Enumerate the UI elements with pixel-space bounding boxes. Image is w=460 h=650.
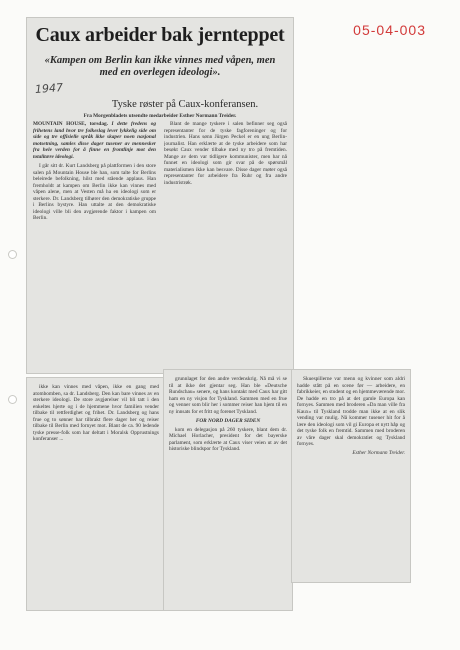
- dateline: MOUNTAIN HOUSE, torsdag.: [33, 121, 108, 127]
- subhead: Tyske røster på Caux-konferansen.: [111, 99, 259, 110]
- clipping-continuation-right: [292, 370, 410, 582]
- handwritten-year: 1947: [34, 81, 64, 96]
- punch-hole: [8, 250, 17, 259]
- clipping-continuation-center: [164, 370, 292, 610]
- body-paragraph: ikke kan vinnes med våpen, ikke en gang med atombomben, sa dr. Landsberg. Den kan bare vinnes av en sterkere ideologi. De store avgjørelser vil bli tatt i den enkeltes hjerte og i de hjemmene hvor familien vender tilbake til rettferdighet og frihet. Dr. Landsberg og hans frue og to sønner har tilbrakt flere dager her og reiser tilbake til Berlin med fornyet mot. Blant de ca. 90 ledende tyske presse-folk som har deltatt i Moralsk Opprustnings konferanser ...: [33, 384, 159, 442]
- column-center: [169, 376, 287, 606]
- cross-heading: FOR NORD DAGER SIDEN: [195, 418, 261, 424]
- deck-quote: «Kampen om Berlin kan ikke vinnes med våpen, men med en overlegen ideologi».: [44, 55, 276, 78]
- lead-text: I dette fredens og frihetens land hvor tre folkeslag lever lykkelig side om side og tre offisielle språk ikke skaper noen nasjonal motsetning, samles disse dager tusener av mennesker fra hele verden for å finne en frontlinje mot den totalitære ideologi.: [33, 121, 156, 160]
- body-paragraph: kom en delegasjon på 260 tyskere, blant dem dr. Michael Horlacher, president for det bayerske parlament, som erklærte at Caux viser veien ut av det historiske blindspor for Tyskland.: [169, 426, 287, 452]
- archive-reference: 05-04-003: [353, 22, 426, 38]
- column-mid: [33, 384, 159, 606]
- column-far: [297, 376, 405, 576]
- byline: Fra Morgenbladets utsendte medarbeider Esther Normann Treider.: [83, 113, 237, 119]
- headline: Caux arbeider bak jernteppet: [35, 24, 285, 46]
- column-left: [33, 121, 156, 365]
- column-right: [164, 121, 287, 365]
- lead-paragraph: [33, 121, 156, 160]
- punch-hole: [8, 395, 17, 404]
- body-paragraph: Blant de mange tyskere i salen befinner seg også representanter for de tyske fagforeninger og for industrien. Hans sønn Jürgen Peckel er en ung Berlin-journalist. Han erklærte at de tyske arbeidere som har besøkt Caux vender tilbake med ny tro på fremtiden. Mange av dem var tidligere kommunister, men har nå funnet en ideologi som gir svar på de spørsmål materialismen ikke kan besvare. Disse dager møter også representanter for arbeidere fra Ruhr og fra andre industristrøk.: [164, 121, 287, 186]
- body-paragraph: I går sitt dr. Kurt Landsberg på plattformen i den store salen på Mountain House ble han, som talte for Berlins beleirede befolkning, hilst med stående applaus. Han fremholdt at kampen om Berlin ikke kan vinnes med våpen alene, men at Vesten må ha en ideologi som er sterkere. Dr. Landsberg tilhører den demokratiske gruppe i Berlins bystyre. Han uttalte at den demokratiske ideologi ville bli den avgjørende faktor i kampen om Berlin.: [33, 163, 156, 221]
- body-paragraph: grunnlaget for den andre verdenskrig. Nå må vi se til at ikke det gjentar seg. Han ble «Deutsche Rundschau» senere, og hans kontakt med Caux har gitt ham en ny visjon for Tyskland. Sammen med en frue og venner som blir her i sommer reiser han hjem til en ny innsats for et fritt og forenet Tyskland.: [169, 376, 287, 415]
- clipping-continuation-left: [27, 378, 164, 610]
- signature: Esther Normann Treider.: [352, 449, 405, 456]
- body-paragraph: Skuespillerne var menn og kvinner som aldri hadde stått på en scene før — arbeidere, en fabrikkeier, en student og en hjemmeværende mor. De hadde en tro på at det gamle Europa kan fornyes. Sammen med broderen «Da man ville fra Kaux» til Tyskland trodde man ikke at en slik vending var mulig. Nå kommer tusener hit for å lære den ideologi som vil gi Europa et nytt håp og det tyske folk en fremtid. Sammen med broderen av våre dager skal demokratiet og Tyskland fornyes.: [297, 376, 405, 447]
- clipping-main: [27, 18, 293, 373]
